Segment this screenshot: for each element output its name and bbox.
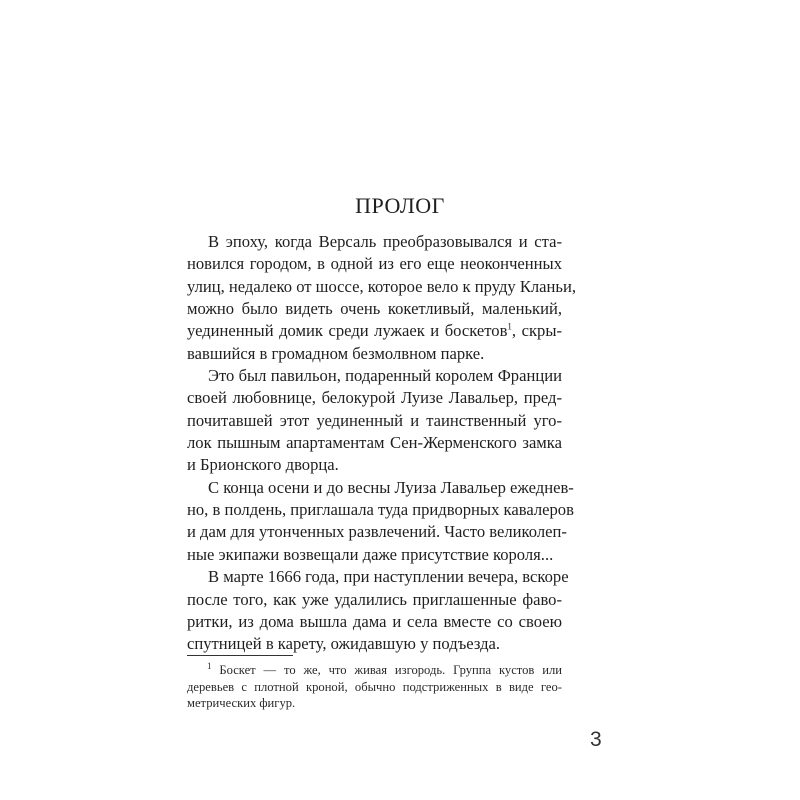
paragraph bbox=[187, 477, 574, 566]
footnote-line bbox=[187, 662, 562, 679]
text-line: но, в полдень, приглашала туда придворных кавалеров bbox=[187, 500, 574, 520]
text-line: ные экипажи возвещали даже присутствие короля... bbox=[187, 544, 554, 564]
paragraph bbox=[187, 231, 577, 365]
footnote bbox=[187, 662, 562, 712]
text-line: можно было видеть очень кокетливый, маленький, bbox=[187, 299, 562, 319]
text-line bbox=[187, 320, 562, 342]
chapter-title: ПРОЛОГ bbox=[355, 193, 445, 218]
text-line: своей любовнице, белокурой Луизе Лавальер, пред- bbox=[187, 388, 562, 408]
text-line: В эпоху, когда Версаль преобразовывался и ста- bbox=[208, 232, 562, 251]
text-line: С конца осени и до весны Луиза Лавальер ежеднев- bbox=[208, 477, 574, 497]
text-line: ритки, из дома вышла дама и села вместе со своею bbox=[187, 611, 562, 631]
text-line: улиц, недалеко от шоссе, которое вело к пруду Кланьи, bbox=[187, 276, 577, 296]
paragraph bbox=[187, 365, 562, 477]
text-segment: уединенный домик среди лужаек и боскетов bbox=[187, 321, 508, 341]
text-line: лок пышным апартаментам Сен-Жерменского замка bbox=[187, 433, 562, 453]
text-line: вавшийся в громадном безмолвном парке. bbox=[187, 343, 485, 363]
footnote-mark: 1 bbox=[207, 660, 212, 671]
text-line: В марте 1666 года, при наступлении вечера, вскоре bbox=[208, 567, 569, 587]
text-line: новился городом, в одной из его еще неоконченных bbox=[187, 254, 562, 274]
text-line: и Брионского дворца. bbox=[187, 455, 339, 475]
text-line: спутницей в карету, ожидавшую у подъезда. bbox=[187, 634, 501, 654]
body-text bbox=[187, 231, 577, 656]
text-line: после того, как уже удалились приглашенные фаво- bbox=[187, 589, 562, 609]
text-line: Это был павильон, подаренный королем Франции bbox=[208, 366, 562, 386]
footnote-line: деревьев с плотной кроной, обычно подстриженных в виде гео- bbox=[187, 679, 562, 694]
footnote-reference: 1 bbox=[507, 321, 512, 332]
text-segment: , скры- bbox=[511, 321, 562, 341]
footnote-divider bbox=[187, 655, 293, 656]
footnote-line: метрических фигур. bbox=[187, 696, 296, 711]
text-line: и дам для утонченных развлечений. Часто великолеп- bbox=[187, 522, 567, 542]
text-segment: Боскет — то же, что живая изгородь. Группа кустов или bbox=[219, 663, 562, 677]
text-line: почитавшей этот уединенный и таинственный уго- bbox=[187, 410, 562, 430]
paragraph bbox=[187, 566, 569, 655]
page-number: 3 bbox=[590, 728, 602, 751]
